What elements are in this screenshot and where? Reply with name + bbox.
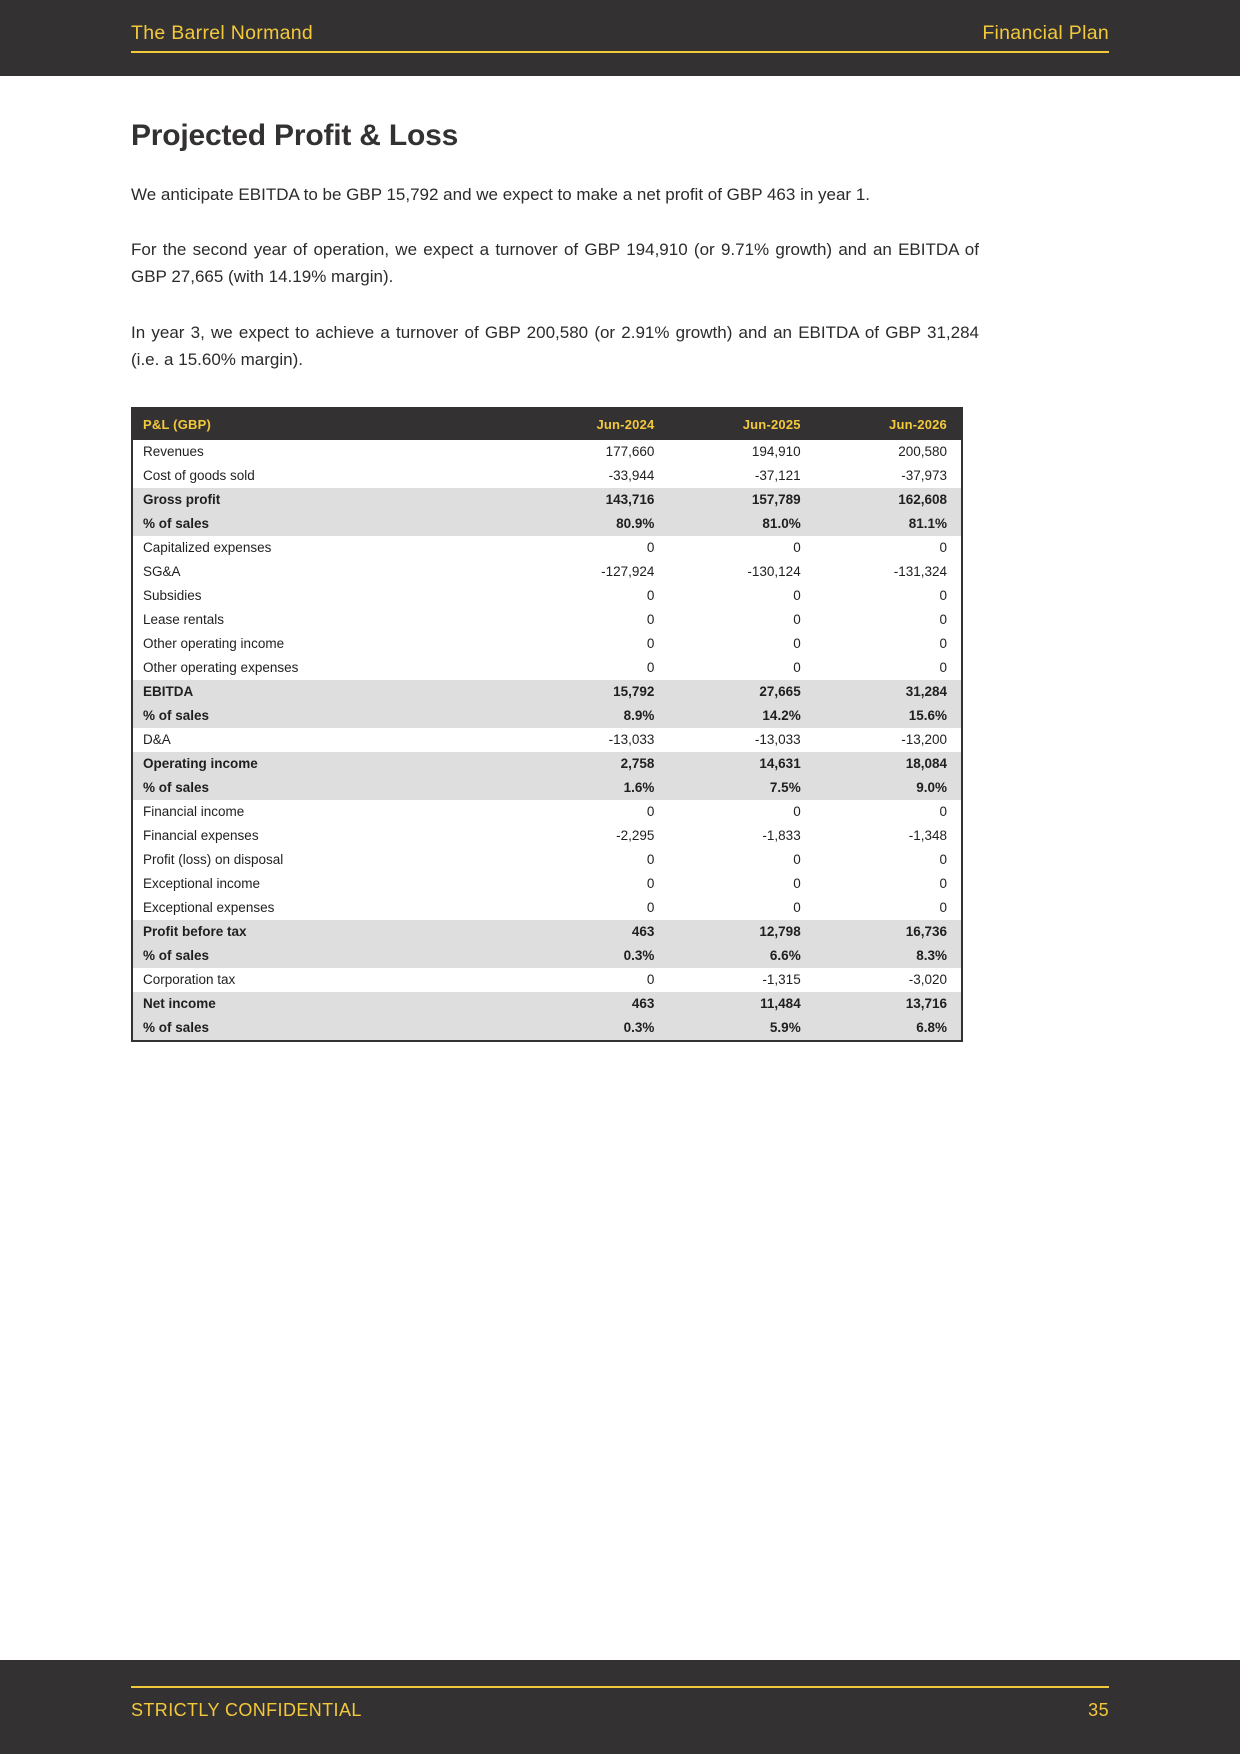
row-value: 9.0% — [815, 776, 961, 800]
row-value: 0 — [815, 848, 961, 872]
row-value: 463 — [522, 920, 668, 944]
table-row — [133, 680, 961, 704]
row-label: Profit (loss) on disposal — [133, 848, 522, 872]
row-value: 0 — [668, 632, 814, 656]
row-label: Corporation tax — [133, 968, 522, 992]
row-value: 0 — [815, 536, 961, 560]
page-header — [0, 0, 1240, 76]
column-header-jun-2024: Jun-2024 — [522, 409, 668, 440]
table-row — [133, 800, 961, 824]
row-label: Lease rentals — [133, 608, 522, 632]
table-row — [133, 896, 961, 920]
row-value: 0.3% — [522, 944, 668, 968]
table-row — [133, 608, 961, 632]
table-row — [133, 920, 961, 944]
row-label: Financial income — [133, 800, 522, 824]
row-value: 0 — [815, 800, 961, 824]
row-value: 0 — [522, 968, 668, 992]
row-value: -13,033 — [668, 728, 814, 752]
table-row — [133, 512, 961, 536]
table-row — [133, 992, 961, 1016]
row-value: 6.6% — [668, 944, 814, 968]
row-label: % of sales — [133, 704, 522, 728]
table-row — [133, 752, 961, 776]
row-label: Financial expenses — [133, 824, 522, 848]
row-value: 0 — [522, 632, 668, 656]
row-value: 0 — [522, 848, 668, 872]
page-header-rule — [131, 22, 1109, 53]
row-value: 8.3% — [815, 944, 961, 968]
row-value: 0 — [815, 632, 961, 656]
row-value: -37,121 — [668, 464, 814, 488]
row-label: % of sales — [133, 776, 522, 800]
page-footer-rule — [131, 1686, 1109, 1721]
table-row — [133, 728, 961, 752]
table-row — [133, 584, 961, 608]
row-value: 0 — [522, 608, 668, 632]
row-label: Net income — [133, 992, 522, 1016]
row-value: 162,608 — [815, 488, 961, 512]
profit-loss-table-container — [131, 407, 963, 1042]
row-label: SG&A — [133, 560, 522, 584]
table-header — [133, 409, 961, 440]
table-row — [133, 536, 961, 560]
table-row — [133, 872, 961, 896]
row-label: Cost of goods sold — [133, 464, 522, 488]
row-value: 11,484 — [668, 992, 814, 1016]
row-value: 0 — [815, 584, 961, 608]
page-number: 35 — [1088, 1700, 1109, 1720]
table-row — [133, 560, 961, 584]
confidentiality-notice: STRICTLY CONFIDENTIAL — [131, 1700, 362, 1720]
row-value: 0 — [815, 656, 961, 680]
row-value: 15,792 — [522, 680, 668, 704]
row-value: 12,798 — [668, 920, 814, 944]
document-section-name: Financial Plan — [982, 22, 1109, 44]
table-row — [133, 824, 961, 848]
row-value: 463 — [522, 992, 668, 1016]
row-value: 6.8% — [815, 1016, 961, 1040]
row-value: 0 — [668, 872, 814, 896]
row-value: 31,284 — [815, 680, 961, 704]
row-label: Gross profit — [133, 488, 522, 512]
row-value: -13,033 — [522, 728, 668, 752]
column-header-jun-2025: Jun-2025 — [668, 409, 814, 440]
row-value: 5.9% — [668, 1016, 814, 1040]
row-label: Exceptional income — [133, 872, 522, 896]
row-value: -131,324 — [815, 560, 961, 584]
row-value: -1,315 — [668, 968, 814, 992]
row-value: -2,295 — [522, 824, 668, 848]
table-body — [133, 440, 961, 1040]
page-footer — [0, 1660, 1240, 1754]
row-value: 0 — [668, 896, 814, 920]
row-value: 194,910 — [668, 440, 814, 464]
row-value: 81.1% — [815, 512, 961, 536]
paragraph-year-three: In year 3, we expect to achieve a turnover of GBP 200,580 (or 2.91% growth) and an EBITDA of GBP 31,284 (i.e. a 15.60% margin). — [131, 322, 979, 369]
row-label: Profit before tax — [133, 920, 522, 944]
table-row — [133, 704, 961, 728]
row-value: -1,833 — [668, 824, 814, 848]
column-header-label: P&L (GBP) — [133, 409, 522, 440]
row-value: 13,716 — [815, 992, 961, 1016]
row-value: 0 — [668, 584, 814, 608]
row-value: 7.5% — [668, 776, 814, 800]
row-value: 8.9% — [522, 704, 668, 728]
row-value: 0 — [668, 800, 814, 824]
row-value: 0 — [668, 848, 814, 872]
table-row — [133, 968, 961, 992]
row-value: -33,944 — [522, 464, 668, 488]
row-value: 18,084 — [815, 752, 961, 776]
row-value: 16,736 — [815, 920, 961, 944]
row-value: 0 — [815, 872, 961, 896]
row-value: 0 — [668, 536, 814, 560]
row-value: 1.6% — [522, 776, 668, 800]
row-value: 0 — [522, 800, 668, 824]
column-header-jun-2026: Jun-2026 — [815, 409, 961, 440]
paragraph-year-one: We anticipate EBITDA to be GBP 15,792 and we expect to make a net profit of GBP 463 in year 1. — [131, 185, 870, 204]
row-value: 0 — [668, 656, 814, 680]
document-company-name: The Barrel Normand — [131, 22, 314, 44]
table-row — [133, 944, 961, 968]
row-value: 0 — [815, 896, 961, 920]
row-value: 14,631 — [668, 752, 814, 776]
row-label: % of sales — [133, 944, 522, 968]
row-value: 157,789 — [668, 488, 814, 512]
row-value: 0 — [522, 656, 668, 680]
row-label: Other operating expenses — [133, 656, 522, 680]
row-label: EBITDA — [133, 680, 522, 704]
table-row — [133, 776, 961, 800]
row-label: Capitalized expenses — [133, 536, 522, 560]
row-value: 0 — [522, 536, 668, 560]
row-value: -37,973 — [815, 464, 961, 488]
table-row — [133, 488, 961, 512]
row-label: % of sales — [133, 512, 522, 536]
page-title: Projected Profit & Loss — [131, 119, 459, 152]
row-label: Exceptional expenses — [133, 896, 522, 920]
row-value: 0 — [522, 872, 668, 896]
table-row — [133, 656, 961, 680]
table-row — [133, 848, 961, 872]
table-header-row — [133, 409, 961, 440]
table-row — [133, 464, 961, 488]
row-value: 27,665 — [668, 680, 814, 704]
row-value: 0 — [815, 608, 961, 632]
row-value: 177,660 — [522, 440, 668, 464]
row-value: 0 — [668, 608, 814, 632]
row-value: 14.2% — [668, 704, 814, 728]
row-value: 0 — [522, 584, 668, 608]
row-value: -130,124 — [668, 560, 814, 584]
row-value: 0.3% — [522, 1016, 668, 1040]
table-row — [133, 1016, 961, 1040]
row-label: % of sales — [133, 1016, 522, 1040]
table-row — [133, 440, 961, 464]
row-value: -13,200 — [815, 728, 961, 752]
row-value: 81.0% — [668, 512, 814, 536]
row-value: -3,020 — [815, 968, 961, 992]
row-value: 200,580 — [815, 440, 961, 464]
row-value: 2,758 — [522, 752, 668, 776]
row-value: -1,348 — [815, 824, 961, 848]
row-label: Subsidies — [133, 584, 522, 608]
row-value: -127,924 — [522, 560, 668, 584]
row-label: D&A — [133, 728, 522, 752]
paragraph-year-two: For the second year of operation, we expect a turnover of GBP 194,910 (or 9.71% growth) and an EBITDA of GBP 27,665 (with 14.19% margin). — [131, 240, 979, 287]
row-label: Revenues — [133, 440, 522, 464]
table-row — [133, 632, 961, 656]
profit-loss-table — [133, 409, 961, 1040]
row-value: 15.6% — [815, 704, 961, 728]
row-value: 0 — [522, 896, 668, 920]
page-content — [131, 76, 981, 1042]
row-value: 143,716 — [522, 488, 668, 512]
row-value: 80.9% — [522, 512, 668, 536]
row-label: Other operating income — [133, 632, 522, 656]
row-label: Operating income — [133, 752, 522, 776]
